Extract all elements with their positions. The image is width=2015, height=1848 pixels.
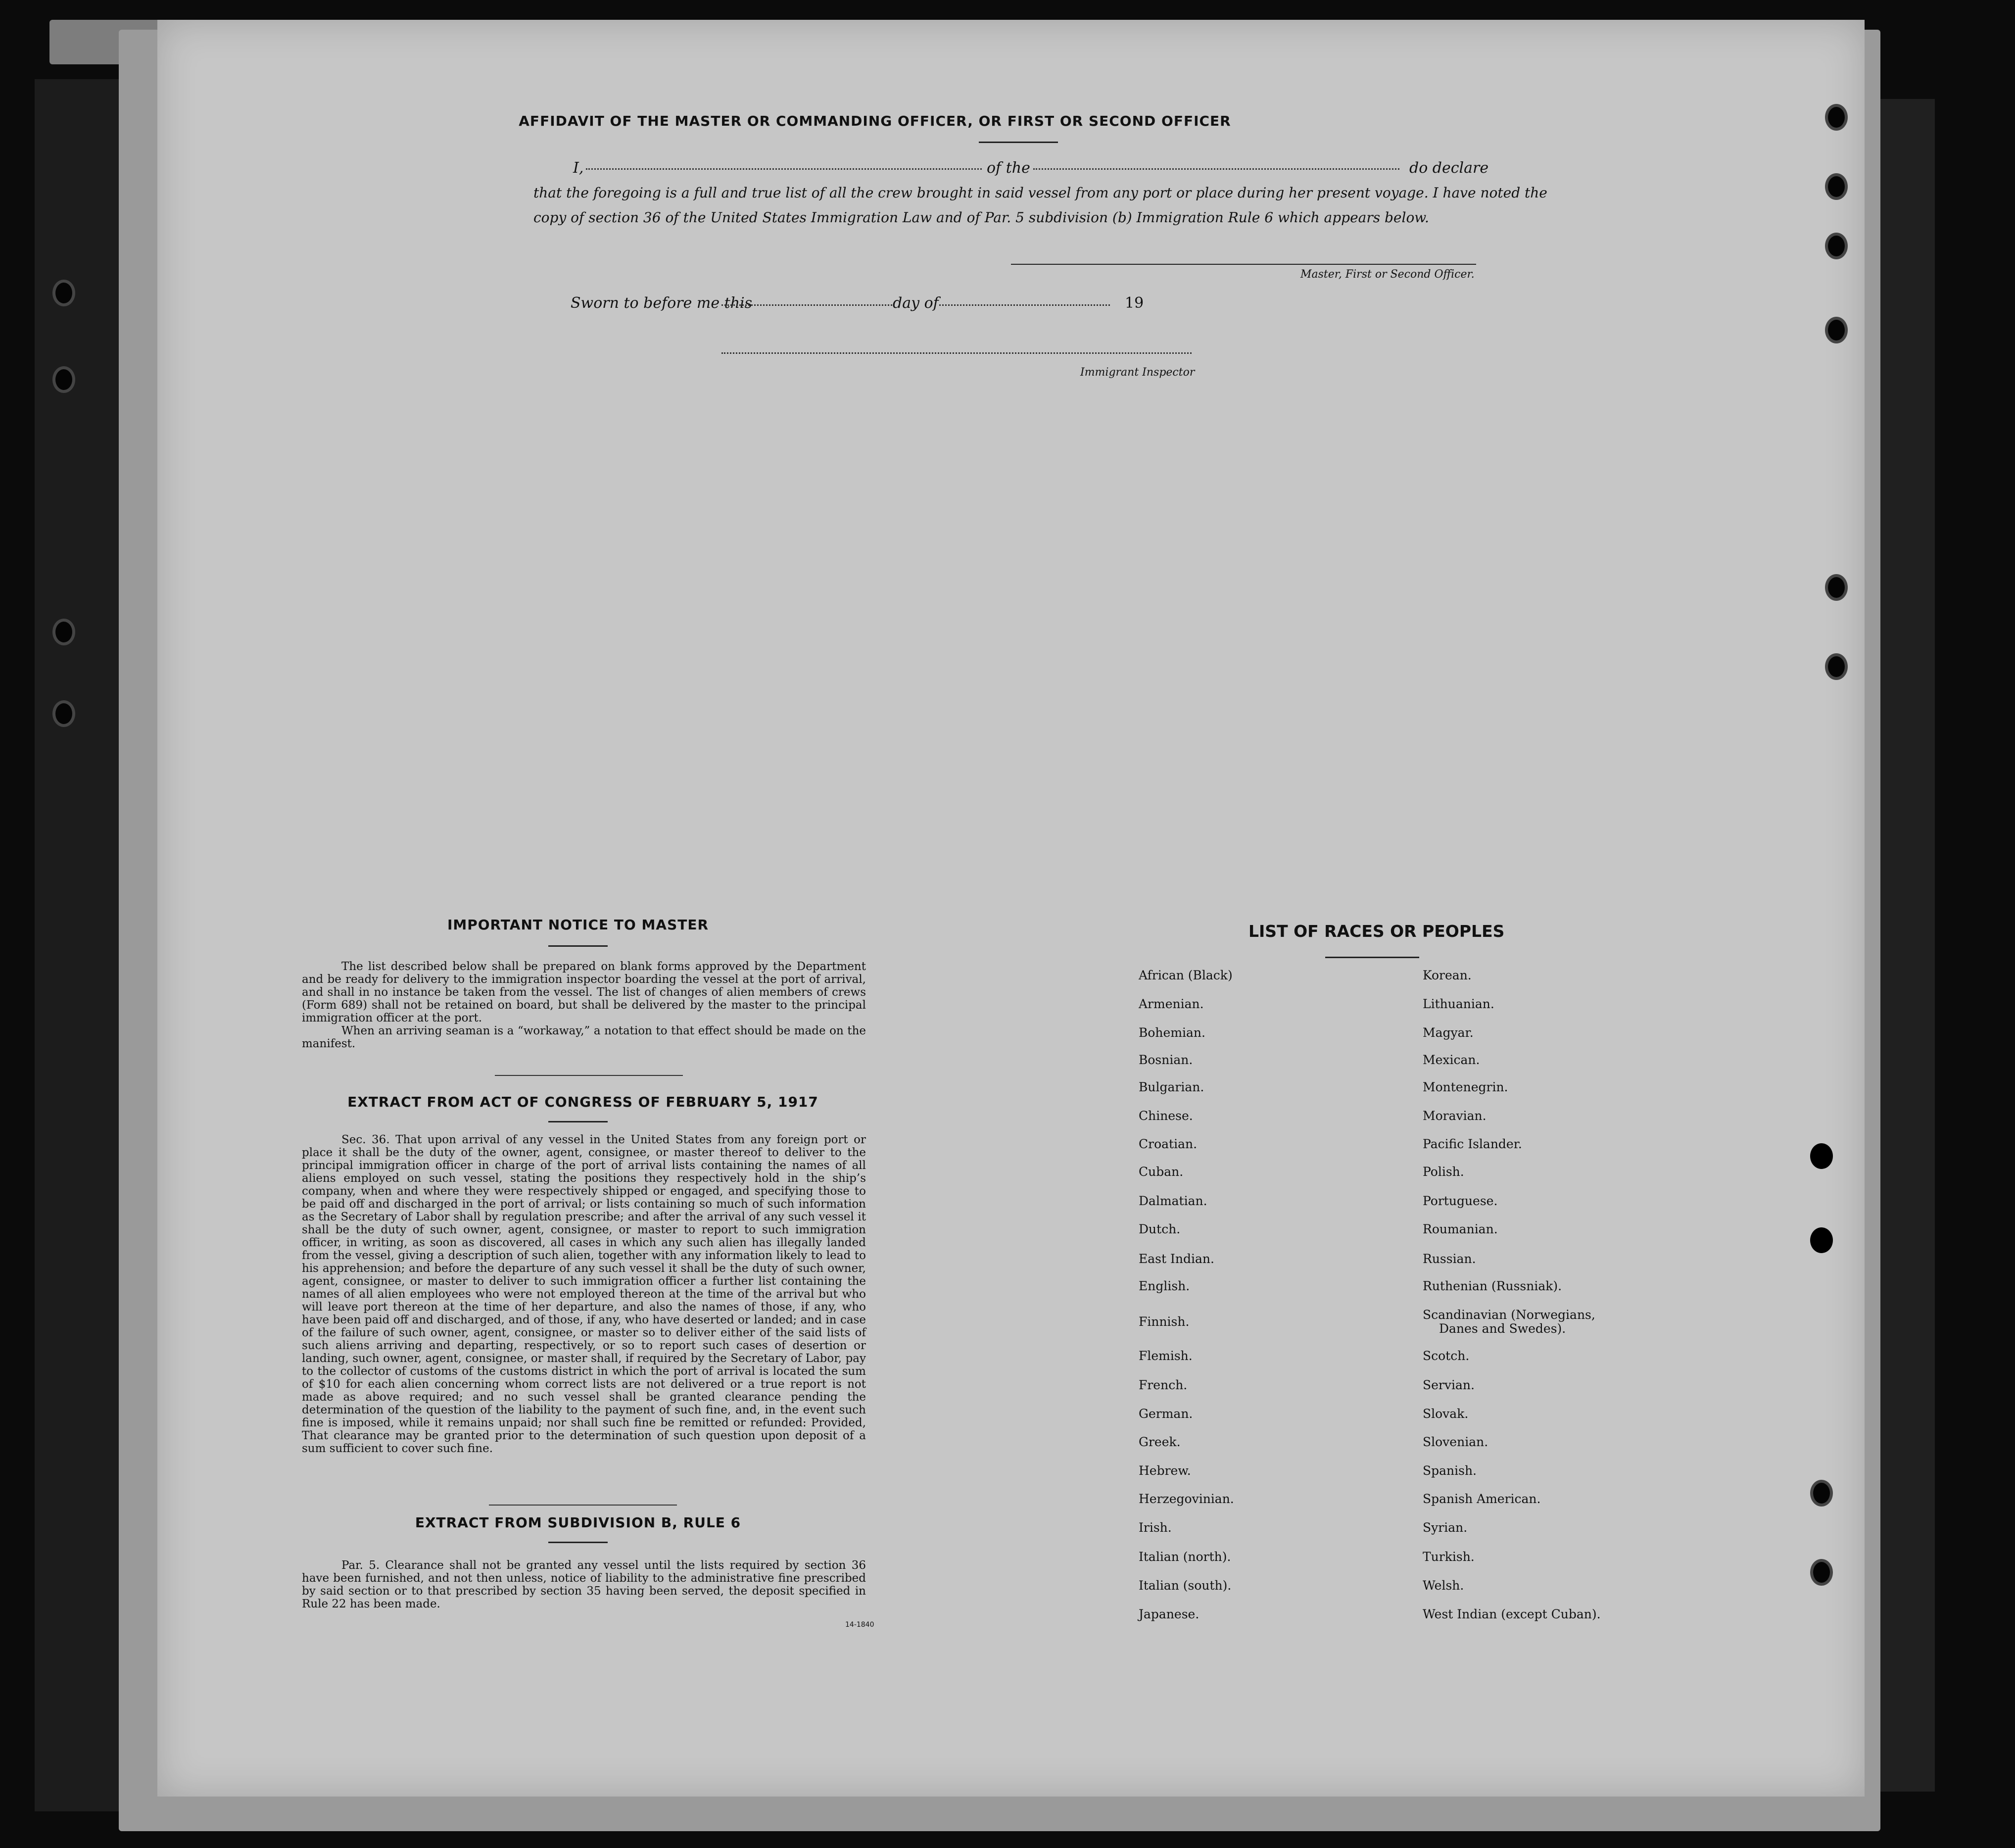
notice-paragraph-1: The list described below shall be prepared on blank forms approved by the Department and be ready for delivery to the immigration inspector boarding the vessel at the port of arrival, and shall in no instance be taken from the vessel. The list of changes of alien members of crews (Form 689) shall not be retained on board, but shall be delivered by the master to the principal immigration officer at the port. <box>302 960 866 1024</box>
affidavit-title: AFFIDAVIT OF THE MASTER OR COMMANDING OFFICER, OR FIRST OR SECOND OFFICER <box>519 113 1231 129</box>
race-item: Magyar. <box>1423 1025 1474 1040</box>
punch-hole <box>1810 1559 1833 1586</box>
race-item: Servian. <box>1423 1378 1475 1392</box>
document-page <box>157 20 1865 1797</box>
act-extract-title-rule <box>548 1121 608 1122</box>
race-item: Dutch. <box>1139 1222 1181 1236</box>
race-item: Bulgarian. <box>1139 1080 1204 1094</box>
race-item: Polish. <box>1423 1165 1464 1179</box>
affidavit-line2: that the foregoing is a full and true list of all the crew brought in said vessel from any port or place during her present voyage. I have noted the <box>533 185 1547 201</box>
affidavit-line1-suffix: do declare <box>1409 159 1489 177</box>
officer-signature-label: Master, First or Second Officer. <box>1300 268 1475 281</box>
binder-hole <box>52 366 75 393</box>
race-item: Mexican. <box>1423 1053 1480 1067</box>
rule-extract-paragraph: Par. 5. Clearance shall not be granted any vessel until the lists required by section 36 have been furnished, and not then unless, notice of liability to the administrative fine prescribed by said section or to that prescribed by section 35 having been served, the deposit specified in Rule 22 has been made. <box>302 1559 866 1610</box>
affidavit-line1-prefix: I, <box>573 159 584 177</box>
race-item: Italian (south). <box>1139 1578 1232 1593</box>
race-item: West Indian (except Cuban). <box>1423 1607 1601 1621</box>
act-extract-body <box>302 1133 866 1455</box>
punch-hole <box>1825 233 1848 259</box>
race-item: Armenian. <box>1139 997 1204 1011</box>
notice-title-rule <box>548 945 608 947</box>
race-item: Slovak. <box>1423 1407 1469 1421</box>
affidavit-line1-of: of the <box>987 159 1030 177</box>
race-item: Spanish American. <box>1423 1492 1541 1506</box>
race-item: Scandinavian (Norwegians, <box>1423 1308 1595 1322</box>
race-item: Bohemian. <box>1139 1025 1205 1040</box>
punch-hole <box>1825 317 1848 343</box>
binder-hole <box>52 619 75 645</box>
form-number: 14-1840 <box>845 1621 874 1629</box>
race-item: Italian (north). <box>1139 1550 1231 1564</box>
race-item: Croatian. <box>1139 1137 1198 1151</box>
rule-extract-title: EXTRACT FROM SUBDIVISION B, RULE 6 <box>415 1514 741 1531</box>
race-item: German. <box>1139 1407 1193 1421</box>
punch-hole <box>1825 653 1848 680</box>
race-item: Syrian. <box>1423 1520 1468 1535</box>
punch-hole <box>1825 574 1848 601</box>
act-extract-title: EXTRACT FROM ACT OF CONGRESS OF FEBRUARY 5, 1917 <box>347 1094 818 1110</box>
race-item: Ruthenian (Russniak). <box>1423 1279 1562 1293</box>
officer-signature-line[interactable] <box>1011 264 1476 265</box>
punch-hole <box>1810 1227 1833 1253</box>
race-item: Cuban. <box>1139 1165 1184 1179</box>
race-item: Bosnian. <box>1139 1053 1193 1067</box>
master-name-field[interactable] <box>586 168 982 170</box>
race-item: Chinese. <box>1139 1109 1193 1123</box>
race-item: Moravian. <box>1423 1109 1487 1123</box>
race-item: Pacific Islander. <box>1423 1137 1522 1151</box>
race-item: Japanese. <box>1139 1607 1199 1621</box>
races-title: LIST OF RACES OR PEOPLES <box>1248 922 1505 941</box>
punch-hole <box>1810 1480 1833 1507</box>
binder-strip-right <box>1875 99 1935 1792</box>
races-title-rule <box>1325 957 1419 958</box>
race-item: Finnish. <box>1139 1314 1190 1329</box>
act-extract-paragraph: Sec. 36. That upon arrival of any vessel in the United States from any foreign port or place it shall be the duty of the owner, agent, consignee, or master thereof to deliver to the principal immigration officer in charge of the port of arrival lists containing the names of all aliens employed on such vessel, stating the positions they respectively hold in the ship’s company, when and where they were respectively shipped or engaged, and specifying those to be paid off and discharged in the port of arrival; or lists containing so much of such information as the Secretary of Labor shall by regulation prescribe; and after the arrival of any such vessel it shall be the duty of such owner, agent, consignee, or master to report to such immigration officer, in writing, as soon as discovered, all cases in which any such alien has illegally landed from the vessel, giving a description of such alien, together with any information likely to lead to his apprehension; and before the departure of any such vessel it shall be the duty of such owner, agent, consignee, or master to deliver to such immigration officer a further list containing the names of all alien employees who were not employed thereon at the time of the arrival but who will leave port thereon at the time of her departure, and also the names of those, if any, who have been paid off and discharged, and of those, if any, who have deserted or landed; and in case of the failure of such owner, agent, consignee, or master so to deliver either of the said lists of such aliens arriving and departing, respectively, or so to report such cases of desertion or landing, such owner, agent, consignee, or master shall, if required by the Secretary of Labor, pay to the collector of customs of the customs district in which the port of arrival is located the sum of $10 for each alien concerning whom correct lists are not delivered or a true report is not made as above required; and no such vessel shall be granted clearance pending the determination of the question of the liability to the payment of such fine, and, in the event such fine is imposed, while it remains unpaid; nor shall such fine be remitted or refunded: Provided, That clearance may be granted prior to the determination of such question upon deposit of a sum sufficient to cover such fine. <box>302 1133 866 1455</box>
sworn-day-label: day of <box>893 294 939 312</box>
vessel-name-field[interactable] <box>1033 168 1399 170</box>
race-item: Greek. <box>1139 1435 1181 1449</box>
affidavit-line3: copy of section 36 of the United States Immigration Law and of Par. 5 subdivision (b) Immigration Rule 6 which appears below. <box>533 209 1429 226</box>
race-item: Irish. <box>1139 1520 1172 1535</box>
race-item: Scotch. <box>1423 1349 1470 1363</box>
race-item: Lithuanian. <box>1423 997 1494 1011</box>
title-rule <box>979 142 1058 143</box>
punch-hole <box>1825 173 1848 200</box>
punch-hole <box>1810 1143 1833 1169</box>
sworn-month-field[interactable] <box>939 304 1110 306</box>
sworn-day-field[interactable] <box>721 304 892 306</box>
race-item: Roumanian. <box>1423 1222 1498 1236</box>
notice-body <box>302 960 866 1050</box>
inspector-signature-label: Immigrant Inspector <box>1080 366 1195 379</box>
race-item: East Indian. <box>1139 1252 1214 1266</box>
race-item: African (Black) <box>1139 968 1233 982</box>
race-item: French. <box>1139 1378 1188 1392</box>
rule-extract-title-rule <box>548 1542 608 1543</box>
inspector-signature-line[interactable] <box>721 352 1192 354</box>
race-item: Flemish. <box>1139 1349 1193 1363</box>
race-item: English. <box>1139 1279 1190 1293</box>
race-item: Montenegrin. <box>1423 1080 1508 1094</box>
race-item: Russian. <box>1423 1252 1476 1266</box>
sworn-prefix: Sworn to before me this <box>571 294 753 312</box>
race-item: Danes and Swedes). <box>1439 1321 1566 1336</box>
race-item: Slovenian. <box>1423 1435 1488 1449</box>
section-divider <box>495 1075 683 1076</box>
binder-hole <box>52 280 75 306</box>
sworn-year: 19 <box>1125 294 1144 312</box>
race-item: Herzegovinian. <box>1139 1492 1234 1506</box>
race-item: Korean. <box>1423 968 1472 982</box>
punch-hole <box>1825 104 1848 131</box>
section-divider <box>489 1505 677 1506</box>
notice-title: IMPORTANT NOTICE TO MASTER <box>447 917 709 933</box>
notice-paragraph-2: When an arriving seaman is a “workaway,” a notation to that effect should be made on the manifest. <box>302 1024 866 1050</box>
race-item: Portuguese. <box>1423 1194 1498 1208</box>
race-item: Welsh. <box>1423 1578 1464 1593</box>
race-item: Spanish. <box>1423 1463 1477 1478</box>
binder-hole <box>52 700 75 727</box>
race-item: Hebrew. <box>1139 1463 1191 1478</box>
race-item: Turkish. <box>1423 1550 1475 1564</box>
race-item: Dalmatian. <box>1139 1194 1207 1208</box>
rule-extract-body <box>302 1559 866 1610</box>
